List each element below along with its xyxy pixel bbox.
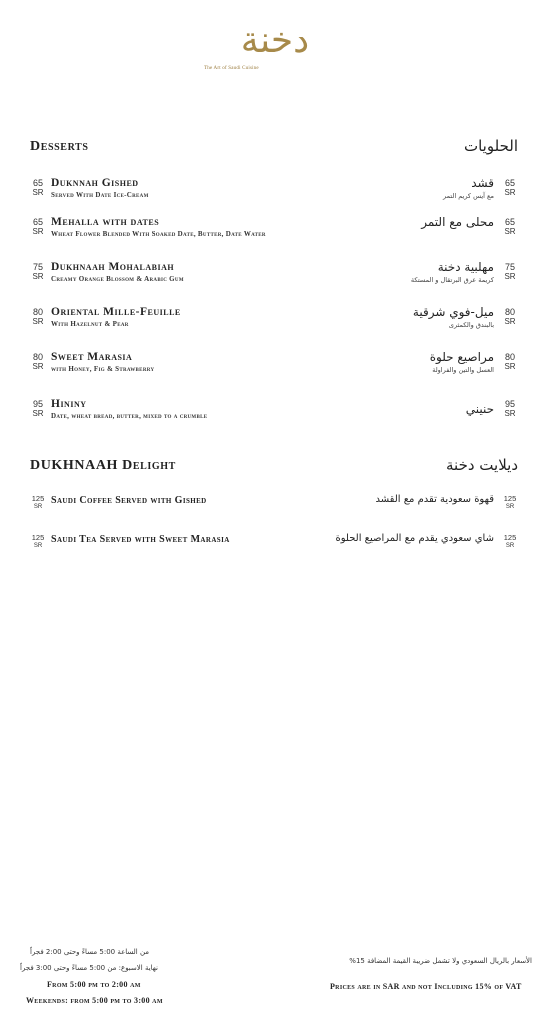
- menu-item: [0, 495, 554, 529]
- logo-mark-icon: [200, 18, 350, 62]
- menu-item: [0, 534, 554, 568]
- price-right: 65 SR: [504, 217, 516, 236]
- menu-item: [0, 262, 554, 296]
- item-name-ar: مهلبية دخنة: [437, 260, 494, 274]
- hours-en-weekday: From 5:00 pm to 2:00 am: [47, 980, 141, 989]
- price-left: 80 SR: [32, 352, 44, 371]
- item-desc-en: Wheat Flower Blended With Soaked Date, Butter, Date Water: [51, 230, 266, 238]
- price-right: 125 SR: [503, 494, 517, 510]
- item-name-ar: محلى مع التمر: [421, 215, 494, 229]
- item-name-en: Duknnah Gished: [51, 177, 139, 189]
- item-name-ar: قهوة سعودية تقدم مع القشد: [375, 494, 494, 505]
- item-name-en: Saudi Tea Served with Sweet Marasia: [51, 534, 230, 545]
- brand-tagline: The Art of Saudi Cuisine: [204, 66, 259, 71]
- item-name-en: Mehalla with dates: [51, 216, 160, 228]
- menu-item: [0, 307, 554, 341]
- price-right: 80 SR: [504, 352, 516, 371]
- item-name-en: Saudi Coffee Served with Gished: [51, 495, 207, 506]
- item-name-ar: حنيني: [465, 402, 494, 416]
- item-desc-en: With Hazelnut & Pear: [51, 320, 129, 328]
- vat-note-ar: الأسعار بالريال السعودي ولا تشمل ضريبة القيمة المضافة 15%: [349, 957, 532, 965]
- item-name-en: Hininy: [51, 398, 87, 410]
- vat-note-en: Prices are in SAR and not Including 15% of VAT: [330, 982, 522, 991]
- item-name-en: Oriental Mille-Feuille: [51, 306, 181, 318]
- hours-ar-weekend: نهاية الاسبوع: من 5:00 مساءً وحتى 3:00 فجراً: [20, 964, 158, 972]
- item-desc-ar: كريمة عرق البرتقال و المستكة: [410, 276, 494, 284]
- price-right: 80 SR: [504, 307, 516, 326]
- delight-title-ar: ديلايت دخنة: [446, 456, 518, 474]
- hours-en-weekend: Weekends: from 5:00 pm to 3:00 am: [26, 996, 163, 1005]
- item-name-en: Dukhnaah Mohalabiah: [51, 261, 175, 273]
- item-desc-en: with Honey, Fig & Strawberry: [51, 365, 155, 373]
- price-right: 125 SR: [503, 533, 517, 549]
- svg-text:دخنة: دخنة: [240, 20, 310, 61]
- menu-item: [0, 399, 554, 433]
- price-left: 125 SR: [31, 533, 45, 549]
- hours-ar-weekday: من الساعة 5:00 مساءً وحتى 2:00 فجراً: [30, 948, 150, 956]
- menu-item: [0, 217, 554, 251]
- item-desc-ar: بالبندق والكمثرى: [448, 321, 494, 329]
- item-name-ar: مراصيع حلوة: [429, 350, 494, 364]
- price-right: 65 SR: [504, 178, 516, 197]
- price-left: 125 SR: [31, 494, 45, 510]
- delight-title-en: DUKHNAAH Delight: [30, 458, 176, 473]
- menu-item: [0, 352, 554, 386]
- price-right: 75 SR: [504, 262, 516, 281]
- price-left: 95 SR: [32, 399, 44, 418]
- desserts-title-ar: الحلويات: [463, 137, 518, 155]
- item-name-ar: شاي سعودي يقدم مع المراصيع الحلوة: [335, 533, 494, 544]
- item-desc-ar: العسل والتين والفراولة: [432, 366, 494, 374]
- item-name-ar: ميل-فوي شرقية: [412, 305, 494, 319]
- item-name-en: Sweet Marasia: [51, 351, 133, 363]
- item-name-ar: قشد: [471, 176, 494, 190]
- item-desc-en: Served With Date Ice-Cream: [51, 191, 149, 199]
- price-left: 65 SR: [32, 178, 44, 197]
- price-left: 75 SR: [32, 262, 44, 281]
- price-right: 95 SR: [504, 399, 516, 418]
- desserts-title-en: Desserts: [30, 139, 89, 154]
- item-desc-ar: مع آيس كريم التمر: [443, 192, 494, 200]
- price-left: 65 SR: [32, 217, 44, 236]
- price-left: 80 SR: [32, 307, 44, 326]
- item-desc-en: Creamy Orange Blossom & Arabic Gum: [51, 275, 184, 283]
- menu-item: [0, 178, 554, 212]
- item-desc-en: Date, wheat bread, butter, mixed to a crumble: [51, 412, 208, 420]
